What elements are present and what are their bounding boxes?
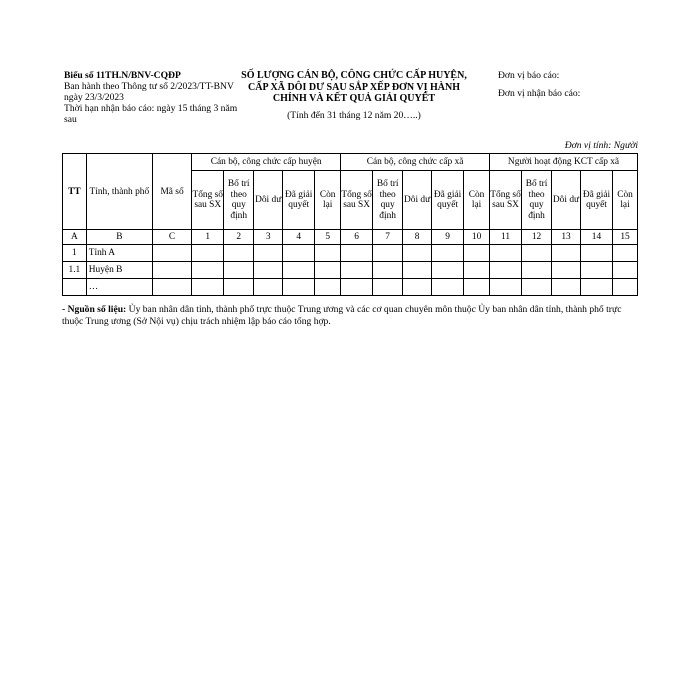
index-cell: 6 [341,230,373,245]
index-cell: 15 [613,230,638,245]
subcol-arranged: Bố trí theo quy định [373,171,403,230]
row-tt [63,279,87,296]
col-header-tt: TT [63,154,87,230]
row-name: … [86,279,152,296]
data-source-note [62,304,642,328]
group-header-kct: Người hoạt động KCT cấp xã [490,154,638,171]
subcol-total: Tổng số sau SX [192,171,224,230]
index-cell: A [63,230,87,245]
report-title-block [238,70,470,121]
receiving-unit-label: Đơn vị nhận báo cáo: [498,88,581,99]
subcol-arranged: Bố trí theo quy định [224,171,254,230]
index-cell: 8 [403,230,432,245]
form-number: Biểu số 11TH.N/BNV-CQĐP [64,70,181,81]
index-cell: 11 [490,230,522,245]
report-period: (Tính đến 31 tháng 12 năm 20…..) [287,109,421,121]
subcol-remaining: Còn lại [613,171,638,230]
data-source-label: - Nguồn số liệu: [62,304,127,315]
index-cell: 7 [373,230,403,245]
subcol-resolved: Đã giải quyết [580,171,612,230]
table-row [63,279,638,296]
table-header-row-groups [63,154,638,171]
row-name: Tỉnh A [86,245,152,262]
col-header-province: Tỉnh, thành phố [86,154,152,230]
row-tt: 1 [63,245,87,262]
index-cell: 1 [192,230,224,245]
index-cell: 14 [580,230,612,245]
subcol-arranged: Bố trí theo quy định [522,171,552,230]
subcol-surplus: Dôi dư [552,171,581,230]
index-cell: 13 [552,230,581,245]
report-title: SỐ LƯỢNG CÁN BỘ, CÔNG CHỨC CẤP HUYỆN, CẤP XÃ DÔI DƯ SAU SẮP XẾP ĐƠN VỊ HÀNH CHÍNH VÀ KẾT QUẢ GIẢI QUYẾT [241,70,467,104]
subcol-resolved: Đã giải quyết [283,171,315,230]
index-cell: 2 [224,230,254,245]
form-header-left [64,70,244,125]
row-tt: 1.1 [63,262,87,279]
group-header-district: Cán bộ, công chức cấp huyện [192,154,341,171]
subcol-total: Tổng số sau SX [490,171,522,230]
index-cell: B [86,230,152,245]
subcol-remaining: Còn lại [315,171,341,230]
subcol-remaining: Còn lại [464,171,490,230]
form-header-right [498,70,648,106]
issued-by-text: Ban hành theo Thông tư số 2/2023/TT-BNV ngày 23/3/2023 [64,81,234,103]
subcol-resolved: Đã giải quyết [432,171,464,230]
subcol-total: Tổng số sau SX [341,171,373,230]
reporting-unit-label: Đơn vị báo cáo: [498,70,560,81]
unit-of-measure: Đơn vị tính: Người [564,140,638,151]
table-row [63,262,638,279]
subcol-surplus: Dôi dư [254,171,283,230]
table-row [63,245,638,262]
data-source-text: Ủy ban nhân dân tỉnh, thành phố trực thuộc Trung ương và các cơ quan chuyên môn thuộc Ủy ban nhân dân tỉnh, thành phố trực thuộc Trung ương (Sở Nội vụ) chịu trách nhiệm lập báo cáo tổng hợp. [62,304,622,327]
index-cell: 4 [283,230,315,245]
col-header-code: Mã số [152,154,191,230]
column-index-row [63,230,638,245]
index-cell: C [152,230,191,245]
index-cell: 9 [432,230,464,245]
index-cell: 12 [522,230,552,245]
statistics-table [62,153,638,296]
group-header-commune: Cán bộ, công chức cấp xã [341,154,490,171]
subcol-surplus: Dôi dư [403,171,432,230]
index-cell: 5 [315,230,341,245]
index-cell: 3 [254,230,283,245]
row-name: Huyện B [86,262,152,279]
deadline-text: Thời hạn nhận báo cáo: ngày 15 tháng 3 năm sau [64,103,238,125]
index-cell: 10 [464,230,490,245]
